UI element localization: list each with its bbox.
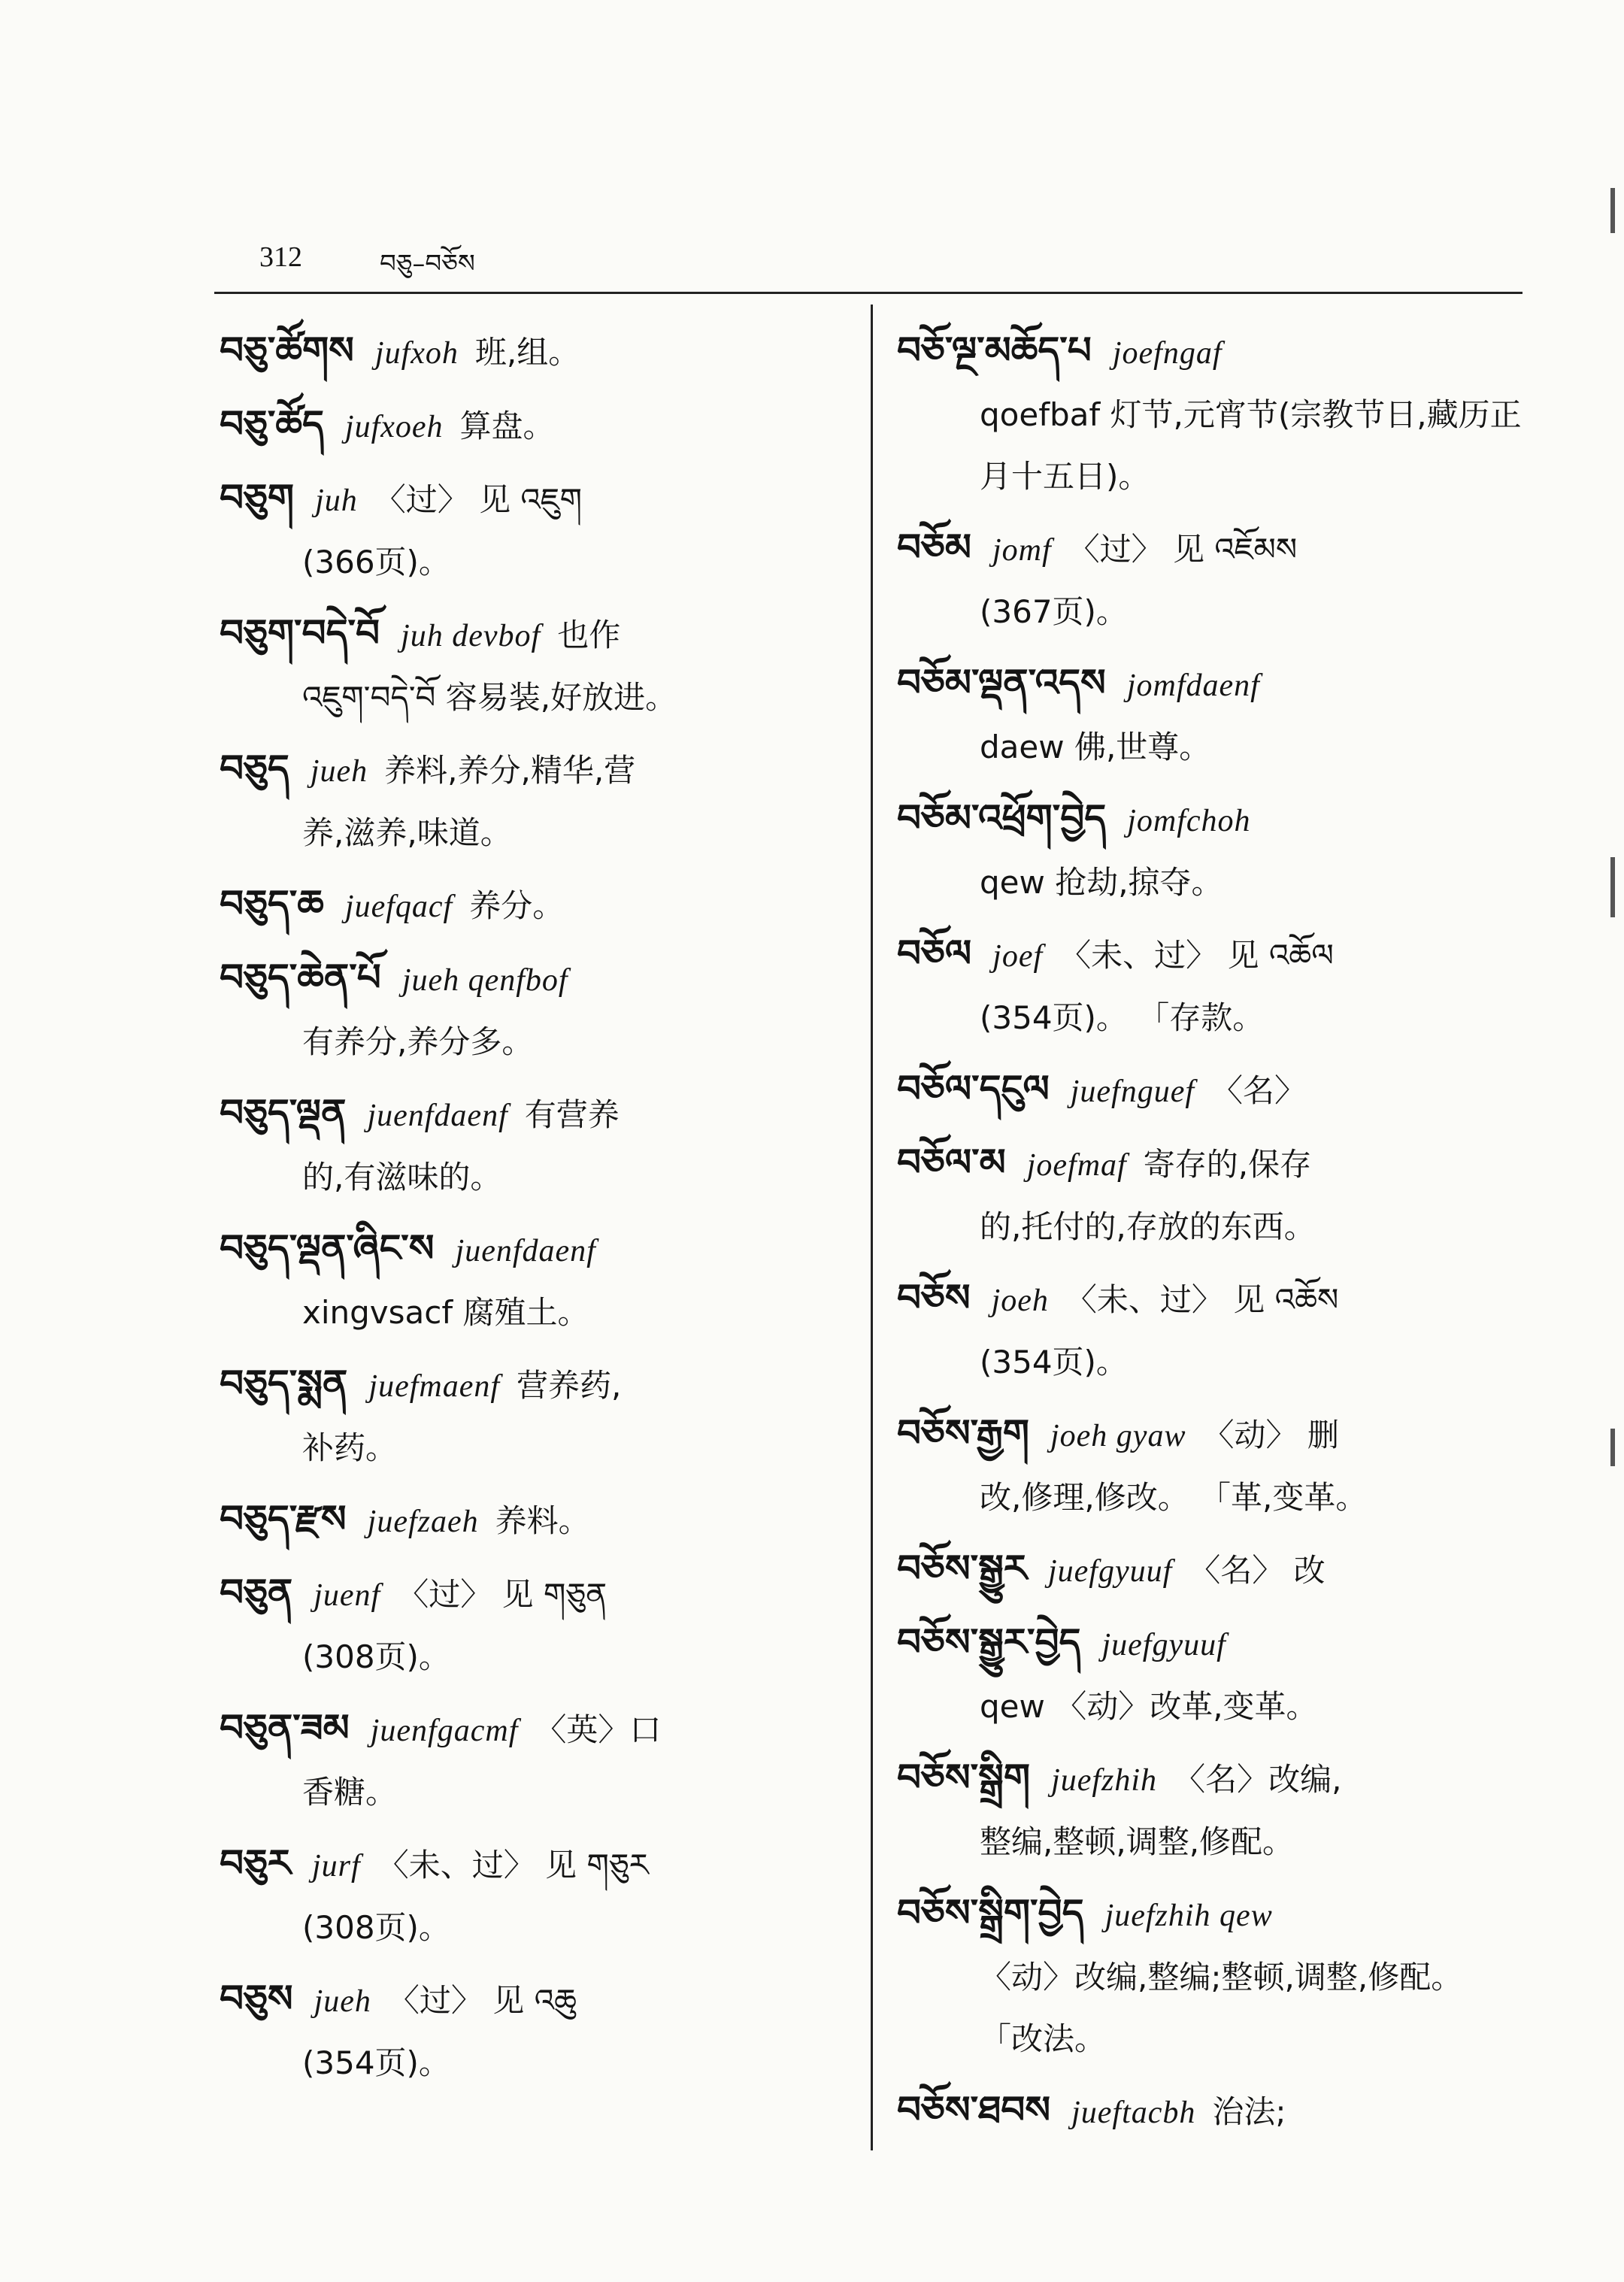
dictionary-entry xyxy=(220,738,844,864)
transliteration: juh devbof xyxy=(401,619,541,653)
definition: 〈过〉 见 འཆུ xyxy=(387,1982,577,2019)
dictionary-entry xyxy=(220,320,844,384)
page-edge-mark xyxy=(1610,857,1615,917)
transliteration: juenfdaenf xyxy=(367,1099,508,1133)
headword: བཅུད xyxy=(220,747,289,790)
headword: བཅུད་ལྡན་ཞིང་ས xyxy=(220,1226,435,1270)
definition: 有营养 xyxy=(524,1096,620,1133)
transliteration: joeh xyxy=(991,1283,1049,1318)
transliteration: joefngaf xyxy=(1112,336,1223,371)
definition: 班,组。 xyxy=(474,334,580,371)
definition-continuation: 有养分,养分多。 xyxy=(302,1023,534,1060)
definition: 〈英〉口 xyxy=(535,1711,662,1748)
transliteration: juefnguef xyxy=(1070,1074,1195,1109)
dictionary-entry xyxy=(220,1832,844,1959)
headword: བཅོལ xyxy=(897,932,972,975)
definition: 〈未、过〉 见 འཆོས xyxy=(1065,1281,1339,1318)
dictionary-entry xyxy=(220,1488,844,1553)
definition: 〈过〉 见 གཅུན xyxy=(397,1576,607,1613)
transliteration: juefzhih xyxy=(1051,1763,1158,1798)
transliteration: jurf xyxy=(312,1849,361,1883)
transliteration: jomfchoh xyxy=(1127,804,1251,838)
headword: བཅུག xyxy=(220,476,295,520)
headword: བཅུ་ཚོད xyxy=(220,402,324,446)
header-rule xyxy=(214,292,1522,294)
dictionary-entry xyxy=(897,517,1522,643)
definition: 养分。 xyxy=(469,887,565,924)
headword: བཅུད་ཆ xyxy=(220,882,324,926)
page-number: 312 xyxy=(259,241,302,273)
headword: བཅོས་སྒྲིག་བྱེད xyxy=(897,1891,1084,1935)
dictionary-entry xyxy=(897,1747,1522,1873)
headword: བཅུད་སྨན xyxy=(220,1362,348,1405)
headword: བཅོས་ཐབས xyxy=(897,2088,1051,2132)
transliteration: jueh xyxy=(314,1984,371,2019)
transliteration: joef xyxy=(992,939,1044,974)
page-header xyxy=(259,235,1526,287)
definition: 〈动〉 删 xyxy=(1202,1417,1339,1453)
definition-continuation: 整编,整顿,调整,修配。 xyxy=(980,1823,1295,1860)
definition-continuation: 改,修理,修改。 「革,变革。 xyxy=(980,1479,1368,1516)
transliteration: juefgyuuf xyxy=(1101,1628,1226,1662)
definition-continuation: 的,有滋味的。 xyxy=(302,1159,502,1196)
headword: བཅོམ xyxy=(897,526,971,569)
dictionary-entry xyxy=(897,652,1522,778)
definition: 营养药, xyxy=(517,1367,622,1404)
dictionary-entry xyxy=(220,393,844,458)
headword: བཅོས་སྒྲིག xyxy=(897,1756,1031,1799)
transliteration: jueftacbh xyxy=(1071,2096,1196,2130)
headword: བཅོས་སྒྱུར་བྱེད xyxy=(897,1620,1081,1664)
column-divider xyxy=(871,305,873,2150)
headword: བཅུད་ལྡན xyxy=(220,1091,347,1135)
transliteration: juefgyuuf xyxy=(1048,1554,1173,1589)
transliteration: jomf xyxy=(992,533,1052,568)
dictionary-entry xyxy=(220,1697,844,1823)
definition-continuation: 香糖。 xyxy=(302,1774,398,1811)
dictionary-entry xyxy=(897,1882,1522,2070)
dictionary-entry xyxy=(220,1353,844,1479)
transliteration: juefqacf xyxy=(344,889,453,924)
dictionary-entry xyxy=(897,1058,1522,1123)
dictionary-entry xyxy=(220,873,844,938)
definition: 〈未、过〉 见 གཅུར xyxy=(377,1847,649,1883)
headword: བཅོས་རྒྱག xyxy=(897,1411,1029,1455)
definition: 〈过〉 见 འཇུག xyxy=(374,481,583,518)
left-column xyxy=(220,320,844,2103)
running-head: བཅུ–བཅོས xyxy=(380,249,475,279)
definition-continuation: (354页)。 「存款。 xyxy=(980,999,1265,1036)
definition: 〈名〉 xyxy=(1211,1072,1307,1109)
page-edge-mark xyxy=(1610,188,1615,233)
definition-continuation: འཇུག་བདེ་བོ 容易装,好放进。 xyxy=(302,679,677,716)
headword: བཅོམ་འཕྲོག་བྱེད xyxy=(897,796,1107,840)
dictionary-entry xyxy=(220,1968,844,2094)
transliteration: juefmaenf xyxy=(368,1369,501,1404)
definition: 〈过〉 见 འཇོམས xyxy=(1068,531,1298,568)
headword: བཅོལ་མ xyxy=(897,1141,1006,1184)
headword: བཅོས xyxy=(897,1276,971,1320)
definition: 治法; xyxy=(1212,2093,1286,2130)
definition-continuation: xingvsacf 腐殖土。 xyxy=(302,1294,589,1331)
dictionary-entry xyxy=(897,1611,1522,1738)
headword: བཅུ་ཚོགས xyxy=(220,329,354,372)
definition-continuation: 的,托付的,存放的东西。 xyxy=(980,1208,1316,1245)
dictionary-entry xyxy=(220,1217,844,1344)
headword: བཅོམ་ལྡན་འདས xyxy=(897,661,1106,705)
definition-continuation: daew 佛,世尊。 xyxy=(980,729,1211,765)
definition-continuation: qew 抢劫,掠夺。 xyxy=(980,864,1223,901)
page-edge-mark xyxy=(1610,1429,1615,1466)
transliteration: jufxoeh xyxy=(344,410,444,444)
transliteration: juenf xyxy=(314,1578,381,1613)
definition: 寄存的,保存 xyxy=(1143,1146,1312,1183)
definition-continuation: (308页)。 xyxy=(302,1638,450,1675)
transliteration: juh xyxy=(315,483,358,518)
dictionary-entry xyxy=(897,320,1522,508)
headword: བཅོས་སྒྱུར xyxy=(897,1547,1027,1590)
dictionary-entry xyxy=(220,602,844,729)
definition-continuation: qoefbaf 灯节,元宵节(宗教节日,藏历正月十五日)。 xyxy=(980,396,1522,495)
transliteration: jufxoh xyxy=(374,336,459,371)
dictionary-entry xyxy=(897,2079,1522,2144)
headword: བཅུད་ཆེན་པོ xyxy=(220,956,381,999)
dictionary-entry xyxy=(220,467,844,593)
transliteration: jomfdaenf xyxy=(1126,668,1260,703)
headword: བཅོ་ལྔ་མཆོད་པ xyxy=(897,329,1092,372)
definition: 〈名〉 改 xyxy=(1189,1552,1326,1589)
definition-continuation: (354页)。 xyxy=(302,2044,450,2081)
dictionary-entry xyxy=(897,787,1522,914)
headword: བཅུད་རྫས xyxy=(220,1497,347,1541)
dictionary-entry xyxy=(897,1402,1522,1529)
definition-continuation: qew 〈动〉改革,变革。 xyxy=(980,1688,1318,1725)
headword: བཅུན་ཟམ xyxy=(220,1706,350,1750)
definition-continuation: 补药。 xyxy=(302,1429,398,1466)
definition-continuation: 〈动〉改编,整编;整顿,调整,修配。 「改法。 xyxy=(980,1959,1463,2057)
transliteration: jueh qenfbof xyxy=(401,963,568,998)
headword: བཅུས xyxy=(220,1977,293,2020)
definition-continuation: (366页)。 xyxy=(302,544,450,580)
headword: བཅུར xyxy=(220,1841,291,1885)
transliteration: juefzhih qew xyxy=(1104,1899,1273,1933)
dictionary-entry xyxy=(897,1132,1522,1258)
definition: 〈未、过〉 见 འཆོལ xyxy=(1059,937,1334,974)
definition: 〈名〉改编, xyxy=(1174,1761,1342,1798)
transliteration: juenfdaenf xyxy=(455,1234,596,1268)
definition: 养料,养分,精华,营 xyxy=(384,752,636,789)
dictionary-entry xyxy=(220,947,844,1073)
dictionary-entry xyxy=(220,1082,844,1208)
transliteration: juefzaeh xyxy=(367,1505,479,1539)
dictionary-entry xyxy=(897,923,1522,1049)
dictionary-entry xyxy=(220,1562,844,1688)
transliteration: joefmaf xyxy=(1026,1148,1127,1183)
definition-continuation: 养,滋养,味道。 xyxy=(302,814,512,851)
definition: 养料。 xyxy=(495,1502,590,1539)
definition-continuation: (367页)。 xyxy=(980,593,1128,630)
headword: བཅུག་བདེ་བོ xyxy=(220,611,380,655)
definition-continuation: (308页)。 xyxy=(302,1909,450,1946)
definition: 也作 xyxy=(557,617,621,653)
dictionary-entry xyxy=(897,1538,1522,1602)
headword: བཅུན xyxy=(220,1571,293,1614)
transliteration: joeh gyaw xyxy=(1050,1419,1186,1453)
transliteration: juenfgacmf xyxy=(370,1714,519,1748)
right-column xyxy=(897,320,1522,2153)
definition: 算盘。 xyxy=(459,408,555,444)
transliteration: jueh xyxy=(310,754,368,789)
definition-continuation: (354页)。 xyxy=(980,1344,1128,1380)
headword: བཅོལ་དངུལ xyxy=(897,1067,1050,1111)
dictionary-entry xyxy=(897,1267,1522,1393)
